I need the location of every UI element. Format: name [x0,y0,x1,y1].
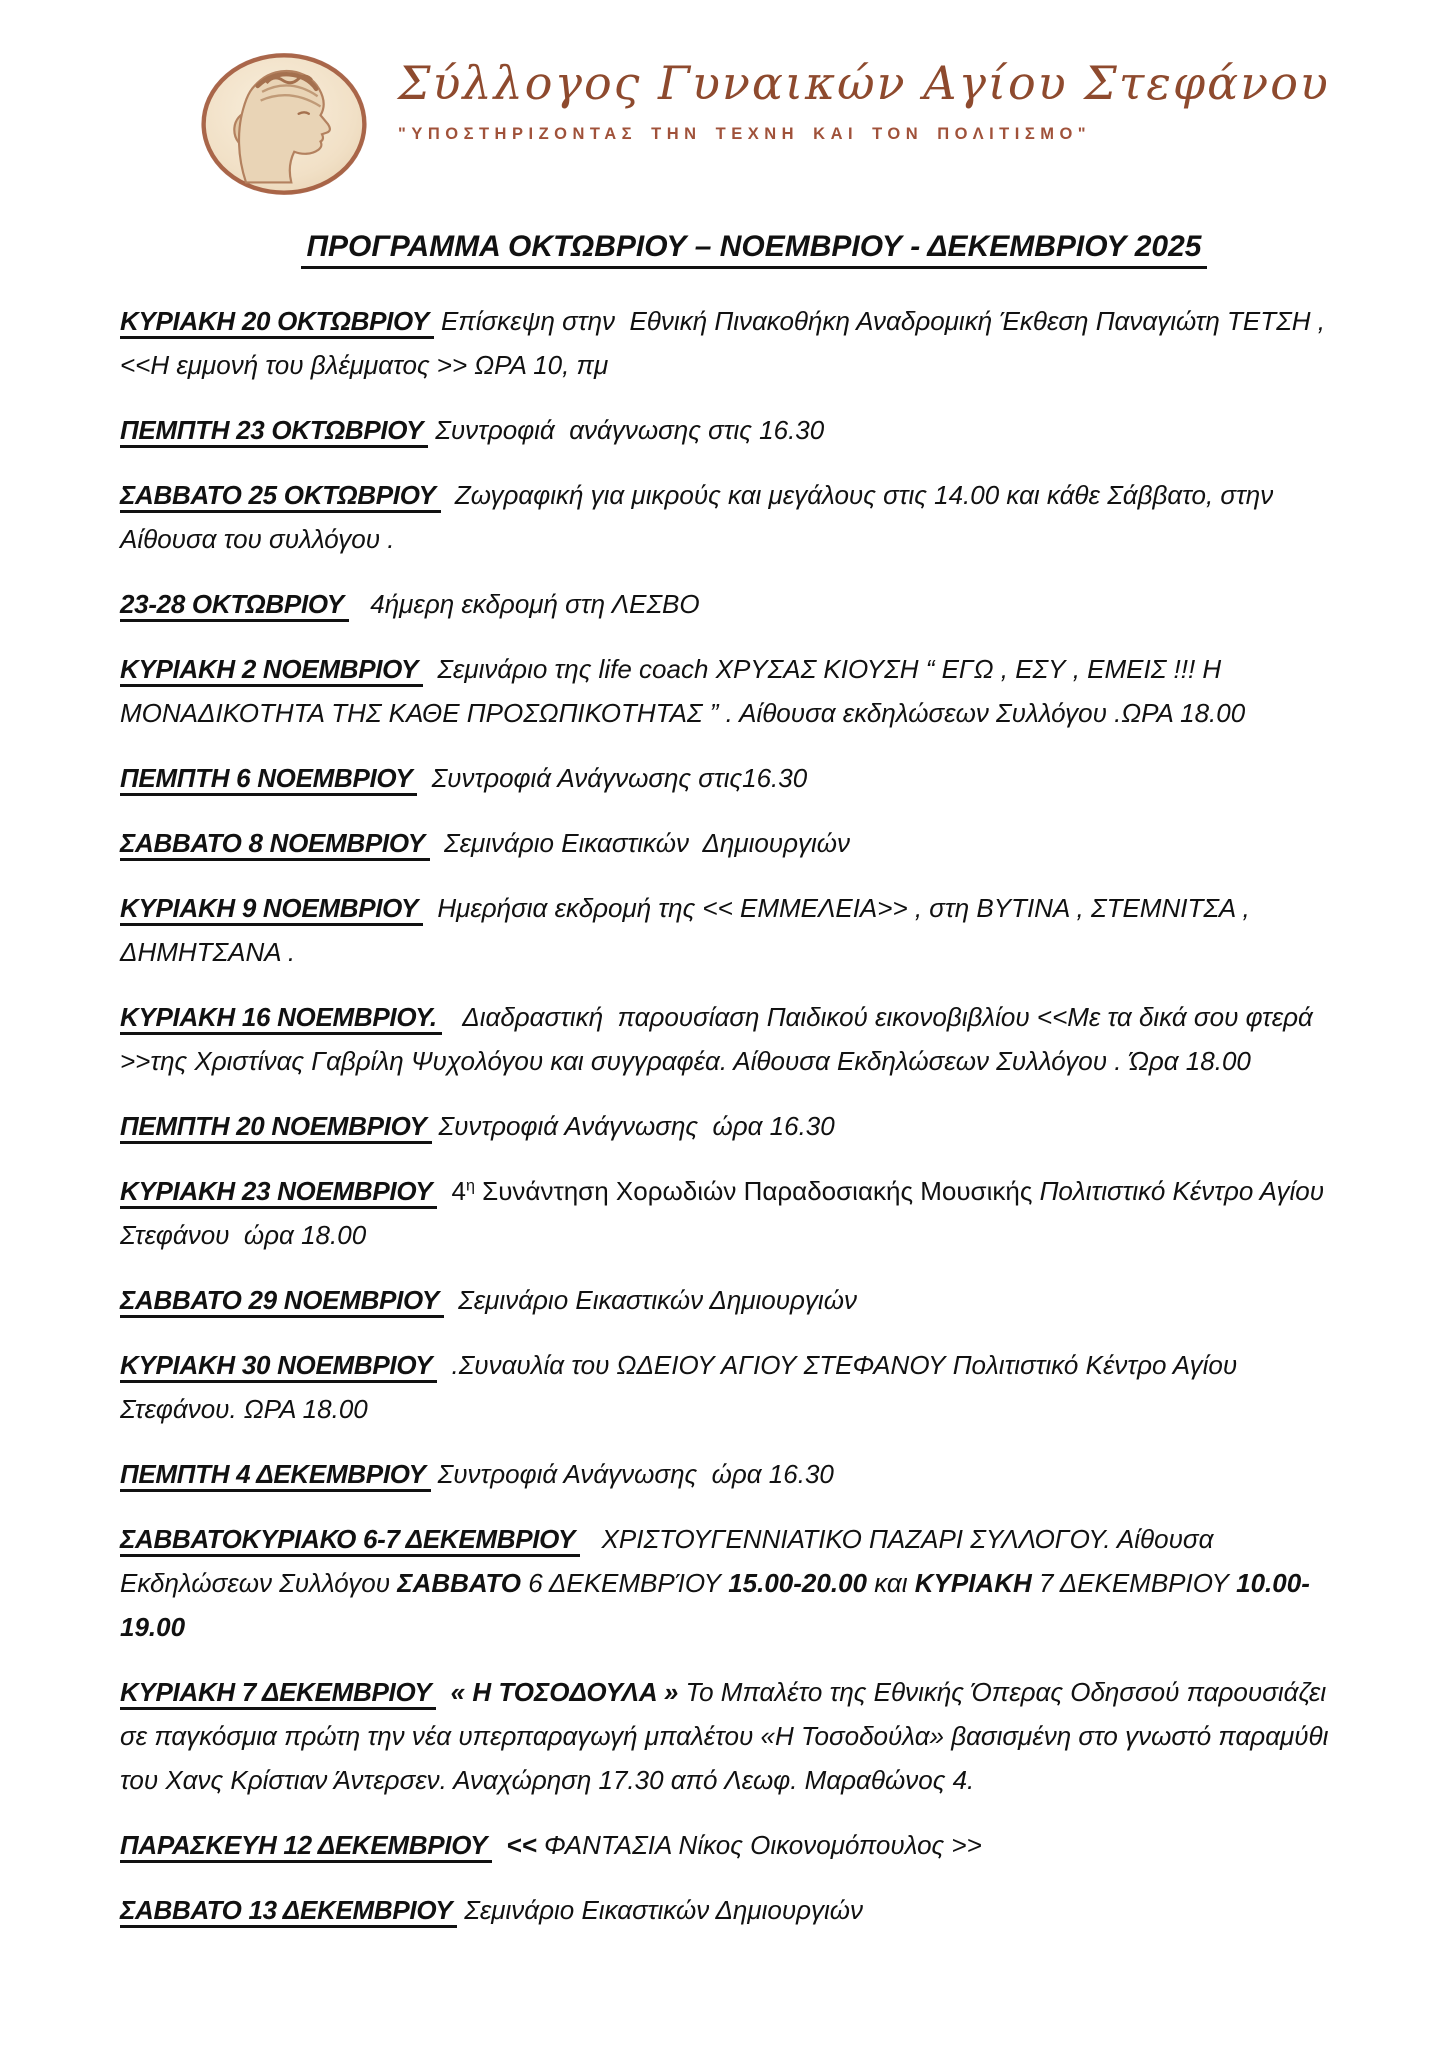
event-description [438,1459,834,1489]
event-text-segment: << [499,1830,544,1860]
title-wrap [120,230,1388,269]
event-item [120,582,1336,626]
event-description [499,1830,982,1860]
event-item [120,408,1336,452]
event-item [120,647,1336,735]
event-date: 23-28 ΟΚΤΩΒΡΙΟΥ [120,589,349,622]
event-item [120,473,1336,561]
header-text [398,48,1330,144]
events-list [120,299,1336,1932]
event-date: ΚΥΡΙΑΚΗ 2 ΝΟΕΜΒΡΙΟΥ [120,654,423,687]
event-description [451,1285,857,1315]
event-text-segment: Το Μπαλέτο της Εθνικής Όπερας Οδησσού παρουσιάζει σε παγκόσμια πρώτη την νέα υπερπαραγωγή μπαλέτου «Η Τοσοδούλα» βασισμένη στο γνωστό παραμύθι του Χανς Κρίστιαν Άντερσεν. Αναχώρηση 17.30 από Λεωφ. Μαραθώνος 4. [120,1677,1336,1795]
event-text-segment: ΚΥΡΙΑΚΗ [914,1568,1039,1598]
event-date: ΠΕΜΠΤΗ 20 ΝΟΕΜΒΡΙΟΥ [120,1111,432,1144]
event-text-segment: Σεμινάριο Εικαστικών Δημιουργιών [464,1895,864,1925]
event-date: ΣΑΒΒΑΤΟ 25 ΟΚΤΩΒΡΙΟΥ [120,480,441,513]
event-item [120,1169,1336,1257]
event-text-segment: 4 [444,1176,466,1206]
event-text-segment: Συντροφιά ανάγνωσης στις 16.30 [435,415,825,445]
event-text-segment: 6 ΔΕΚΕΜΒΡΊΟΥ [528,1568,729,1598]
event-date: ΚΥΡΙΑΚΗ 20 ΟΚΤΩΒΡΙΟΥ [120,306,434,339]
event-text-segment: Συνάντηση Χορωδιών Παραδοσιακής Μουσικής [474,1176,1040,1206]
event-date: ΠΑΡΑΣΚΕΥΗ 12 ΔΕΚΕΜΒΡΙΟΥ [120,1830,492,1863]
event-text-segment: η [465,1176,475,1195]
event-description [424,763,807,793]
event-text-segment: και [867,1568,915,1598]
event-description [356,589,700,619]
event-item [120,1452,1336,1496]
event-item [120,1104,1336,1148]
event-date: ΠΕΜΠΤΗ 6 ΝΟΕΜΒΡΙΟΥ [120,763,417,796]
org-name: Σύλλογος Γυναικών Αγίου Στεφάνου [398,56,1330,110]
event-text-segment: Ζωγραφική για μικρούς και μεγάλους στις 14.00 και κάθε Σάββατο, στην Αίθουσα του συλλόγου . [120,480,1280,554]
event-description [439,1111,835,1141]
event-date: ΠΕΜΠΤΗ 4 ΔΕΚΕΜΒΡΙΟΥ [120,1459,431,1492]
event-text-segment: ΣΑΒΒΑΤΟ [397,1568,529,1598]
event-text-segment: Σεμινάριο της life coach ΧΡΥΣΑΣ ΚΙΟΥΣΗ “ ΕΓΩ , ΕΣΥ , ΕΜΕΙΣ !!! Η ΜΟΝΑΔΙΚΟΤΗΤΑ ΤΗΣ ΚΑΘΕ ΠΡΟΣΩΠΙΚΟΤΗΤΑΣ ” . Αίθουσα εκδηλώσεων Συλλόγου .ΩΡΑ 18.00 [120,654,1246,728]
event-item [120,886,1336,974]
event-text-segment: Επίσκεψη στην Εθνική Πινακοθήκη Αναδρομική Έκθεση Παναγιώτη ΤΕΤΣΗ , <<Η εμμονή του βλέμματος >> ΩΡΑ 10, πμ [120,306,1333,380]
event-date: ΣΑΒΒΑΤΟ 29 ΝΟΕΜΒΡΙΟΥ [120,1285,444,1318]
event-date: ΣΑΒΒΑΤΟΚΥΡΙΑΚΟ 6-7 ΔΕΚΕΜΒΡΙΟΥ [120,1524,580,1557]
event-date: ΣΑΒΒΑΤΟ 13 ΔΕΚΕΜΒΡΙΟΥ [120,1895,457,1928]
header [0,0,1448,200]
event-date: ΚΥΡΙΑΚΗ 16 ΝΟΕΜΒΡΙΟΥ. [120,1002,442,1035]
event-text-segment: Συντροφιά Ανάγνωσης ώρα 16.30 [438,1111,835,1141]
event-item [120,821,1336,865]
event-text-segment: .Συναυλία του ΩΔΕΙΟΥ ΑΓΙΟΥ ΣΤΕΦΑΝΟΥ Πολιτιστικό Κέντρο Αγίου Στεφάνου. ΩΡΑ 18.00 [120,1350,1245,1424]
event-item [120,1278,1336,1322]
event-text-segment: 4ήμερη εκδρομή στη ΛΕΣΒΟ [355,589,700,619]
event-text-segment: 15.00-20.00 [728,1568,867,1598]
event-text-segment: Αίθουσα Εκδηλώσεων Συλλόγου [120,1524,1221,1598]
event-text-segment: Συντροφιά Ανάγνωσης στις16.30 [424,763,808,793]
event-description [464,1895,863,1925]
event-text-segment: 10.00-19.00 [120,1568,1310,1642]
event-description [435,415,824,445]
event-text-segment: Σεμινάριο Εικαστικών Δημιουργιών [450,1285,857,1315]
event-item [120,1517,1336,1649]
event-text-segment: 7 ΔΕΚΕΜΒΡΙΟΥ [1038,1568,1237,1598]
event-date: ΚΥΡΙΑΚΗ 7 ΔΕΚΕΜΒΡΙΟΥ [120,1677,436,1710]
event-text-segment: « Η ΤΟΣΟΔΟΥΛΑ » [443,1677,686,1707]
classical-female-profile-medallion-icon [196,48,372,200]
event-text-segment: ΦΑΝΤΑΣΙΑ Νίκος Οικονομόπουλος >> [543,1830,982,1860]
event-text-segment: Πολιτιστικό Κέντρο Αγίου Στεφάνου ώρα 18.00 [120,1176,1332,1250]
event-item [120,1888,1336,1932]
event-item [120,1343,1336,1431]
event-item [120,995,1336,1083]
event-item [120,756,1336,800]
event-item [120,299,1336,387]
event-text-segment: ΧΡΙΣΤΟΥΓΕΝΝΙΑΤΙΚΟ ΠΑΖΑΡΙ ΣΥΛΛΟΓΟΥ. [587,1524,1117,1554]
event-date: ΠΕΜΠΤΗ 23 ΟΚΤΩΒΡΙΟΥ [120,415,428,448]
event-date: ΣΑΒΒΑΤΟ 8 ΝΟΕΜΒΡΙΟΥ [120,828,430,861]
event-item [120,1670,1336,1802]
event-text-segment: Διαδραστική παρουσίαση Παιδικού εικονοβιβλίου <<Με τα δικά σου φτερά >>της Χριστίνας Γαβρίλη Ψυχολόγου και συγγραφέα. Αίθουσα Εκδηλώσεων Συλλόγου . Ώρα 18.00 [120,1002,1321,1076]
event-text-segment: Συντροφιά Ανάγνωσης ώρα 16.30 [437,1459,834,1489]
event-text-segment: Σεμινάριο Εικαστικών Δημιουργιών [436,828,851,858]
event-item [120,1823,1336,1867]
org-tagline: "ΥΠΟΣΤΗΡΙΖΟΝΤΑΣ ΤΗΝ ΤΕΧΝΗ ΚΑΙ ΤΟΝ ΠΟΛΙΤΙΣΜΟ" [398,124,1092,143]
event-date: ΚΥΡΙΑΚΗ 30 ΝΟΕΜΒΡΙΟΥ [120,1350,437,1383]
event-date: ΚΥΡΙΑΚΗ 9 ΝΟΕΜΒΡΙΟΥ [120,893,423,926]
event-date: ΚΥΡΙΑΚΗ 23 ΝΟΕΜΒΡΙΟΥ [120,1176,437,1209]
page-title: ΠΡΟΓΡΑΜΜΑ ΟΚΤΩΒΡΙΟΥ – ΝΟΕΜΒΡΙΟΥ - ΔΕΚΕΜΒΡΙΟΥ 2025 [301,230,1208,269]
event-description [437,828,850,858]
event-text-segment: Ημερήσια εκδρομή της << ΕΜΜΕΛΕΙΑ>> , στη ΒΥΤΙΝΑ , ΣΤΕΜΝΙΤΣΑ , ΔΗΜΗΤΣΑΝΑ . [120,893,1257,967]
